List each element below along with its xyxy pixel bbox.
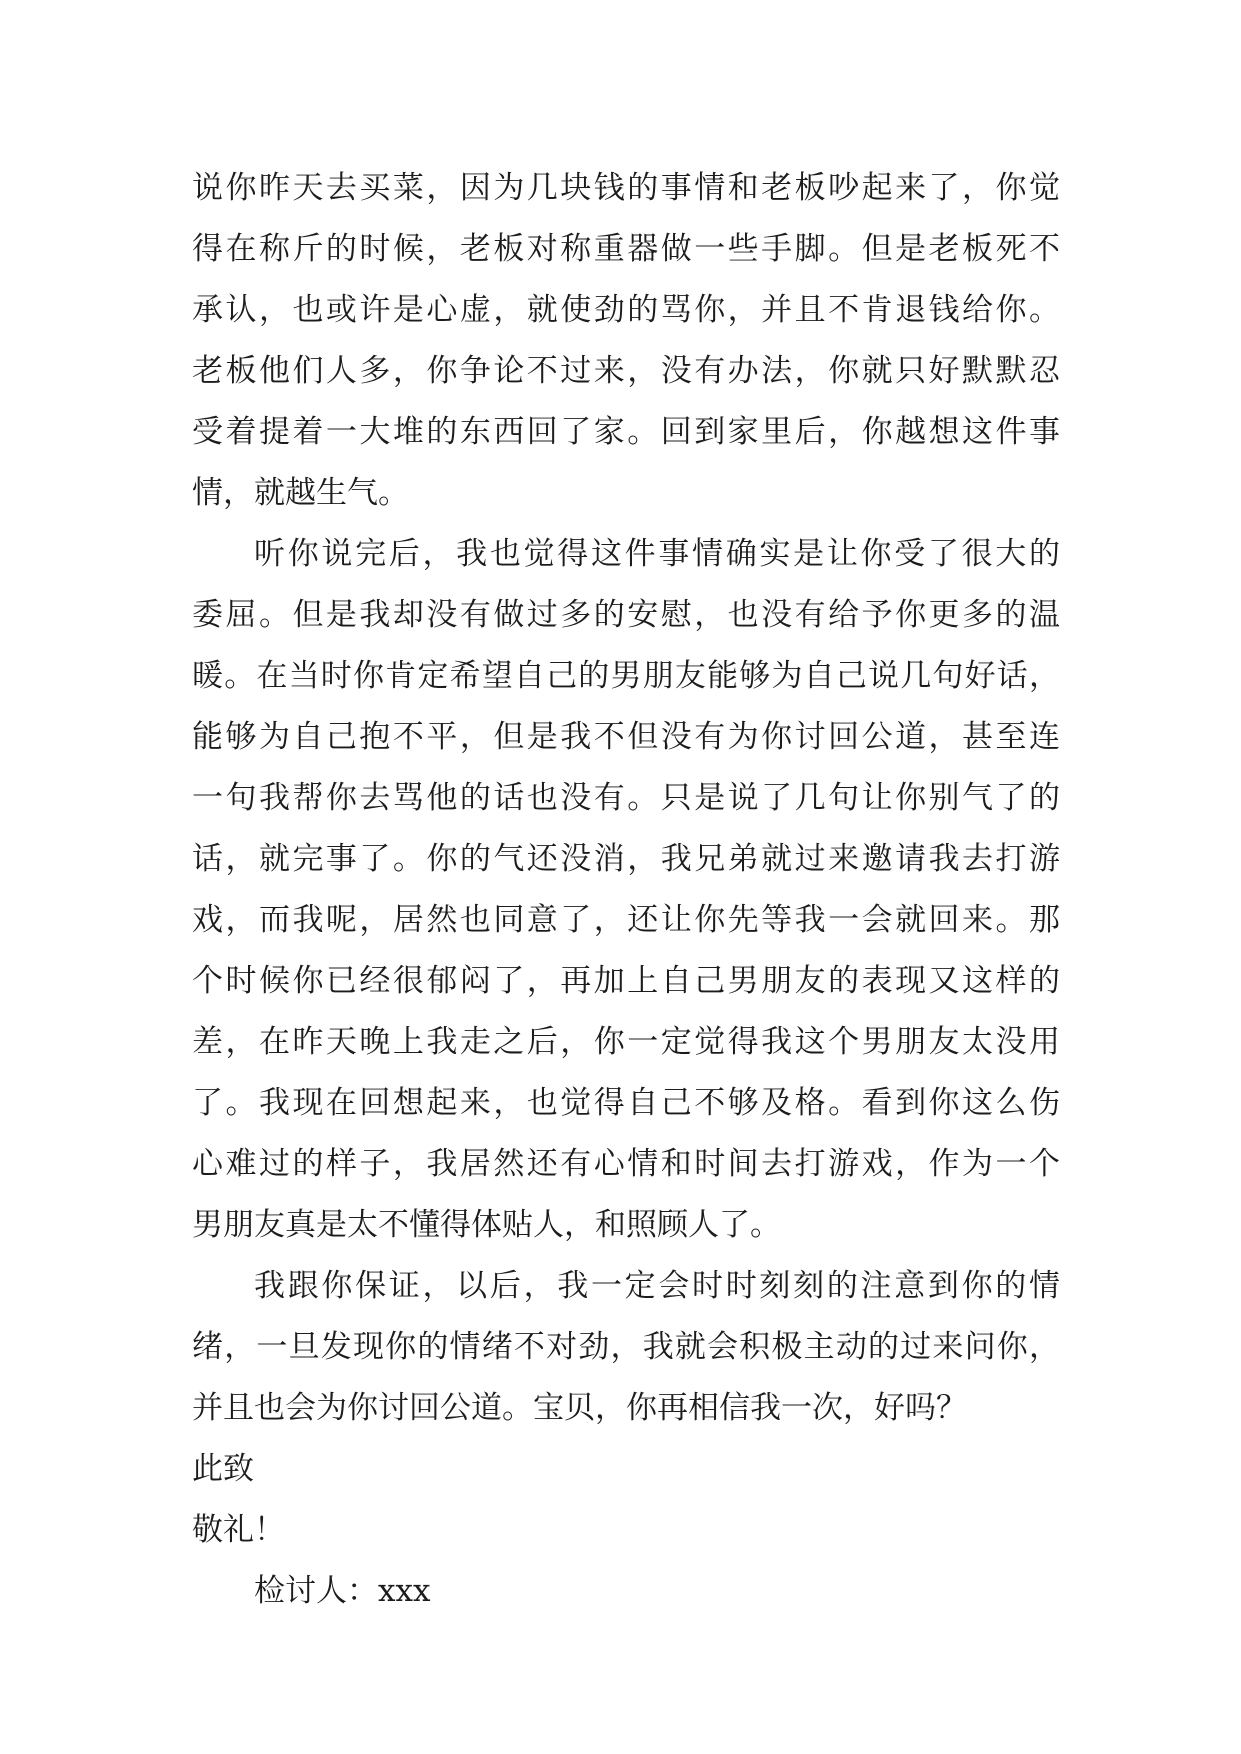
text-line: 差，在昨天晚上我走之后，你一定觉得我这个男朋友太没用 bbox=[192, 1024, 1060, 1060]
text-line: 说你昨天去买菜，因为几块钱的事情和老板吵起来了，你觉 bbox=[192, 170, 1060, 206]
text-line: 承认，也或许是心虚，就使劲的骂你，并且不肯退钱给你。 bbox=[192, 292, 1060, 328]
text-line: 能够为自己抱不平，但是我不但没有为你讨回公道，甚至连 bbox=[192, 719, 1060, 755]
text-line: 暖。在当时你肯定希望自己的男朋友能够为自己说几句好话， bbox=[192, 658, 1060, 694]
text-line: 了。我现在回想起来，也觉得自己不够及格。看到你这么伤 bbox=[192, 1085, 1060, 1121]
text-line: 受着提着一大堆的东西回了家。回到家里后，你越想这件事 bbox=[192, 414, 1060, 450]
text-line: 心难过的样子，我居然还有心情和时间去打游戏，作为一个 bbox=[192, 1146, 1060, 1182]
text-line: 我跟你保证，以后，我一定会时时刻刻的注意到你的情 bbox=[254, 1268, 1060, 1304]
text-line: 情，就越生气。 bbox=[192, 475, 409, 511]
text-line: 检讨人：xxx bbox=[254, 1573, 431, 1609]
text-line: 此致 bbox=[192, 1451, 254, 1487]
text-line: 敬礼！ bbox=[192, 1512, 285, 1548]
text-line: 并且也会为你讨回公道。宝贝，你再相信我一次，好吗？ bbox=[192, 1390, 967, 1426]
letter-body bbox=[192, 158, 1060, 1622]
text-line: 一句我帮你去骂他的话也没有。只是说了几句让你别气了的 bbox=[192, 780, 1060, 816]
text-line: 委屈。但是我却没有做过多的安慰，也没有给予你更多的温 bbox=[192, 597, 1060, 633]
text-line: 绪，一旦发现你的情绪不对劲，我就会积极主动的过来问你， bbox=[192, 1329, 1060, 1365]
text-line: 得在称斤的时候，老板对称重器做一些手脚。但是老板死不 bbox=[192, 231, 1060, 267]
text-line: 个时候你已经很郁闷了，再加上自己男朋友的表现又这样的 bbox=[192, 963, 1060, 999]
text-line: 男朋友真是太不懂得体贴人，和照顾人了。 bbox=[192, 1207, 781, 1243]
text-line: 老板他们人多，你争论不过来，没有办法，你就只好默默忍 bbox=[192, 353, 1060, 389]
text-line: 戏，而我呢，居然也同意了，还让你先等我一会就回来。那 bbox=[192, 902, 1060, 938]
text-line: 话，就完事了。你的气还没消，我兄弟就过来邀请我去打游 bbox=[192, 841, 1060, 877]
text-line: 听你说完后，我也觉得这件事情确实是让你受了很大的 bbox=[254, 536, 1060, 572]
